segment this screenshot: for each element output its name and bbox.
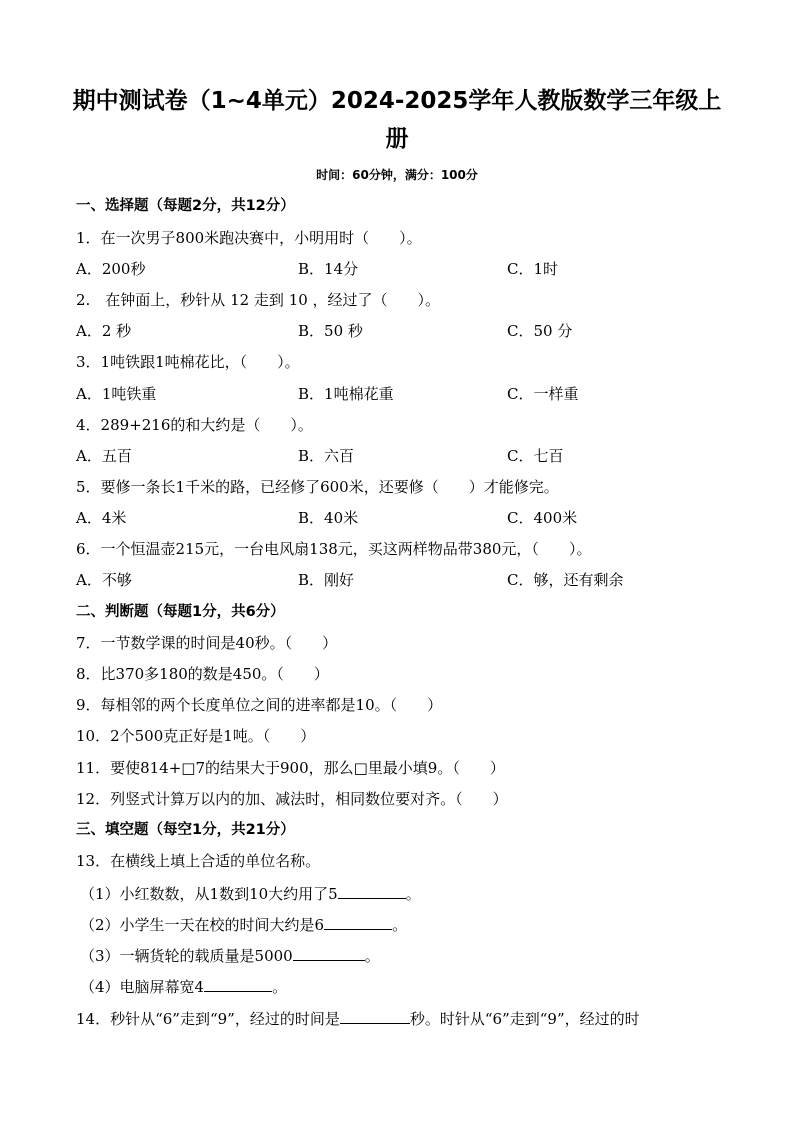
section-heading-fill: 三、填空题（每空1分，共21分） bbox=[76, 822, 295, 838]
q13-4-text: （4）电脑屏幕宽4 bbox=[80, 978, 205, 996]
q6-option-a: A．不够 bbox=[76, 571, 132, 589]
exam-title bbox=[60, 82, 734, 158]
q1-option-c: C．1时 bbox=[507, 260, 559, 278]
answer-blank[interactable] bbox=[204, 976, 272, 992]
question-4: 4．289+216的和大约是（ ）。 bbox=[76, 416, 313, 434]
q14-text-a: 14．秒针从“6”走到“9”，经过的时间是 bbox=[76, 1010, 340, 1028]
q4-option-b: B．六百 bbox=[298, 447, 355, 465]
q1-option-a: A．200秒 bbox=[76, 260, 146, 278]
q13-4-end: 。 bbox=[272, 978, 288, 996]
q14-text-b: 秒。时针从“6”走到“9”，经过的时 bbox=[409, 1010, 640, 1028]
q5-option-c: C．400米 bbox=[507, 509, 578, 527]
section-heading-choice: 一、选择题（每题2分，共12分） bbox=[76, 198, 295, 214]
question-13-3 bbox=[80, 945, 380, 966]
question-10: 10．2个500克正好是1吨。（ ） bbox=[76, 727, 316, 745]
q4-option-a: A．五百 bbox=[76, 447, 132, 465]
title-line-1: 期中测试卷（1~4单元）2024-2025学年人教版数学三年级上 bbox=[72, 88, 722, 114]
q2-option-b: B．50 秒 bbox=[298, 322, 363, 340]
q2-option-c: C．50 分 bbox=[507, 322, 573, 340]
answer-blank[interactable] bbox=[338, 883, 406, 899]
question-1: 1．在一次男子800米跑决赛中，小明用时（ ）。 bbox=[76, 229, 422, 247]
question-13: 13．在横线上填上合适的单位名称。 bbox=[76, 852, 321, 870]
question-14 bbox=[76, 1008, 640, 1029]
q2-option-a: A．2 秒 bbox=[76, 322, 132, 340]
question-11: 11．要使814+□7的结果大于900，那么□里最小填9。（ ） bbox=[76, 759, 505, 777]
q5-option-a: A．4米 bbox=[76, 509, 127, 527]
q13-1-text: （1）小红数数，从1数到10大约用了5 bbox=[80, 885, 338, 903]
question-7: 7．一节数学课的时间是40秒。（ ） bbox=[76, 634, 338, 652]
q13-2-end: 。 bbox=[392, 916, 408, 934]
q13-1-end: 。 bbox=[405, 885, 421, 903]
answer-blank[interactable] bbox=[293, 945, 365, 961]
section-heading-judge: 二、判断题（每题1分，共6分） bbox=[76, 604, 285, 620]
q13-3-text: （3）一辆货轮的载质量是5000 bbox=[80, 947, 293, 965]
q3-option-a: A．1吨铁重 bbox=[76, 385, 157, 403]
title-line-2: 册 bbox=[385, 126, 409, 152]
q1-option-b: B．14分 bbox=[298, 260, 359, 278]
question-5: 5．要修一条长1千米的路，已经修了600米，还要修（ ）才能修完。 bbox=[76, 478, 559, 496]
question-13-1 bbox=[80, 883, 421, 904]
q6-option-b: B．刚好 bbox=[298, 571, 355, 589]
q3-option-c: C．一样重 bbox=[507, 385, 579, 403]
q13-2-text: （2）小学生一天在校的时间大约是6 bbox=[80, 916, 325, 934]
question-6: 6．一个恒温壶215元，一台电风扇138元，买这两样物品带380元，（ ）。 bbox=[76, 540, 592, 558]
answer-blank[interactable] bbox=[324, 914, 392, 930]
question-9: 9．每相邻的两个长度单位之间的进率都是10。（ ） bbox=[76, 696, 443, 714]
q4-option-c: C．七百 bbox=[507, 447, 564, 465]
exam-subtitle: 时间：60分钟，满分：100分 bbox=[316, 168, 478, 182]
question-13-2 bbox=[80, 914, 407, 935]
question-2: 2. 在钟面上，秒针从 12 走到 10 ，经过了（ ）。 bbox=[76, 291, 441, 309]
question-8: 8．比370多180的数是450。（ ） bbox=[76, 665, 329, 683]
q13-3-end: 。 bbox=[364, 947, 380, 965]
q6-option-c: C．够，还有剩余 bbox=[507, 571, 624, 589]
question-12: 12．列竖式计算万以内的加、减法时，相同数位要对齐。（ ） bbox=[76, 790, 508, 808]
question-3: 3．1吨铁跟1吨棉花比，（ ）。 bbox=[76, 353, 300, 371]
question-13-4 bbox=[80, 976, 287, 997]
q3-option-b: B．1吨棉花重 bbox=[298, 385, 394, 403]
answer-blank[interactable] bbox=[340, 1008, 410, 1024]
q5-option-b: B．40米 bbox=[298, 509, 359, 527]
